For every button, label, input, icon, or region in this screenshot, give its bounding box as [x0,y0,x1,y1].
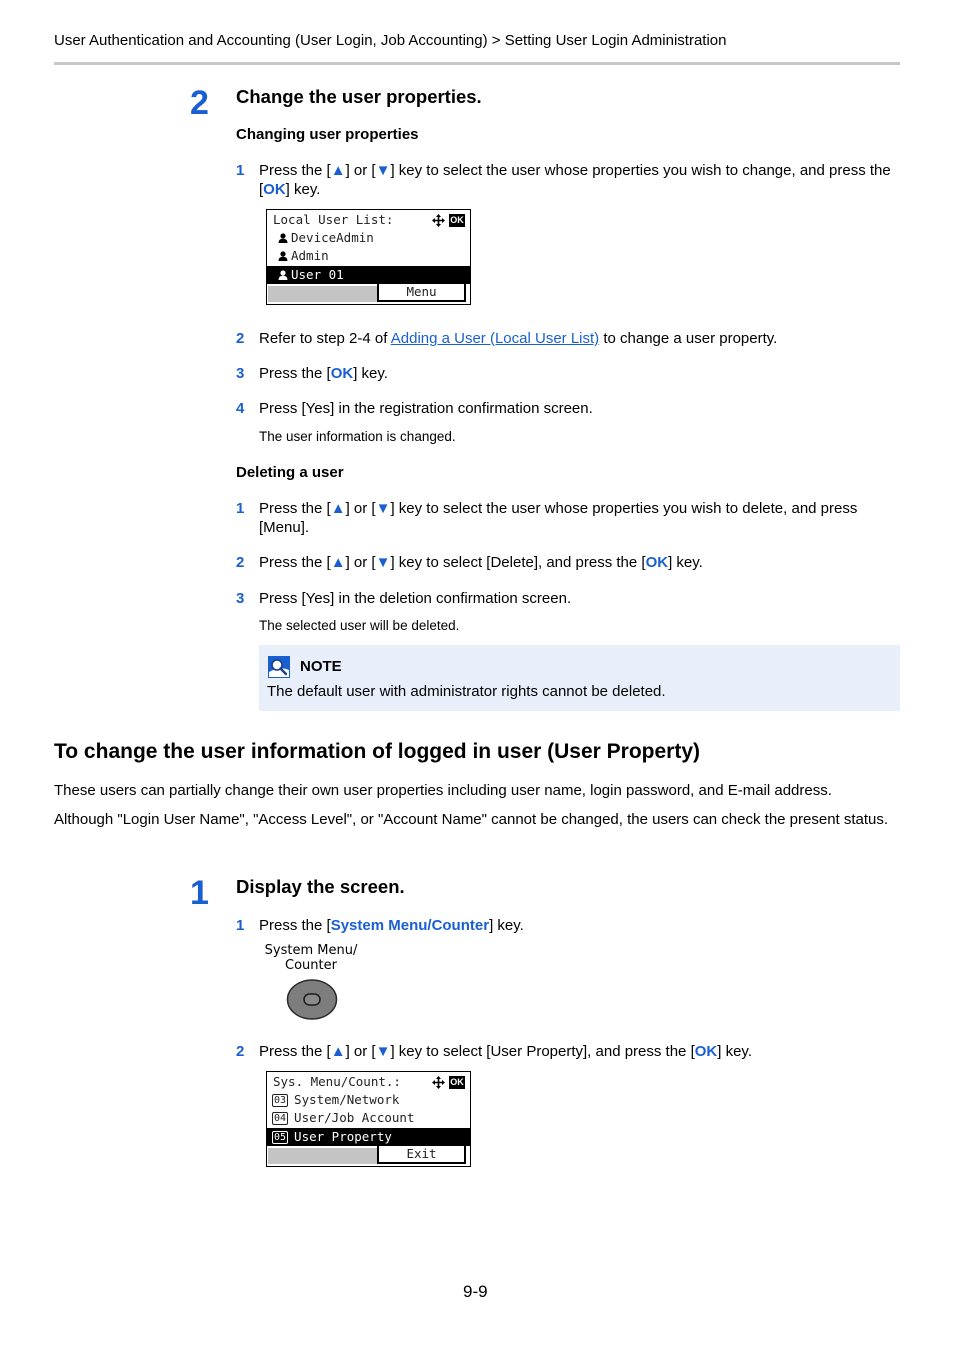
substep-number: 2 [236,330,245,347]
substep-text: Press the [▲] or [▼] key to select the user whose properties you wish to change, and press the [OK] key. [259,162,891,198]
hardware-button-icon [285,978,339,1021]
down-arrow-key: ▼ [375,1043,391,1060]
down-arrow-key: ▼ [375,162,391,179]
lcd-softkey-exit: Exit [377,1146,466,1164]
up-arrow-key: ▲ [330,500,346,517]
header-divider [54,62,900,65]
substep-number: 3 [236,590,245,607]
substep-number: 4 [236,400,245,417]
note-text: The default user with administrator rights cannot be deleted. [267,683,666,700]
down-arrow-key: ▼ [375,500,391,517]
navigation-cross-icon [432,1076,445,1089]
up-arrow-key: ▲ [330,554,346,571]
section-paragraph: These users can partially change their own user properties including user name, login password, and E-mail address. [54,782,832,799]
substep-text: Refer to step 2-4 of Adding a User (Local User List) to change a user property. [259,330,778,347]
section-heading: To change the user information of logged in user (User Property) [54,740,701,763]
lcd-list-item: DeviceAdmin [267,229,481,247]
subheading-changing: Changing user properties [236,126,419,143]
user-icon [278,251,288,261]
substep-number: 2 [236,554,245,571]
ok-icon: OK [450,215,464,225]
lcd-list-item: Admin [267,247,481,265]
lcd-list-item: 04 User/Job Account [274,1110,415,1125]
substep-text: Press the [▲] or [▼] key to select the user whose properties you wish to delete, and press [Menu]. [259,500,858,536]
substep-text: Press the [▲] or [▼] key to select [Delete], and press the [OK] key. [259,554,703,571]
page-header-breadcrumb: User Authentication and Accounting (User Login, Job Accounting) > Setting User Login Administration [54,32,727,49]
down-arrow-key: ▼ [375,554,391,571]
up-arrow-key: ▲ [330,162,346,179]
substep-text: Press the [OK] key. [259,365,388,382]
system-menu-counter-key: System Menu/Counter [330,917,490,934]
substep-result: The selected user will be deleted. [259,618,460,633]
ok-key: OK [330,365,354,382]
user-icon [278,270,288,280]
substep-text: Press [Yes] in the registration confirmation screen. [259,400,593,417]
lcd-softkey-menu: Menu [377,284,466,302]
adding-user-link[interactable]: Adding a User (Local User List) [390,330,600,347]
lcd-title: Local User List: [273,212,394,227]
navigation-cross-icon [432,214,445,227]
hardware-key-label: System Menu/ Counter [264,943,358,973]
substep-text: Press the [System Menu/Counter] key. [259,917,524,934]
step-number: 2 [190,84,209,122]
lcd-screen-sys-menu [266,1071,471,1167]
ok-key: OK [694,1043,718,1060]
substep-text: Press the [▲] or [▼] key to select [User Property], and press the [OK] key. [259,1043,752,1060]
substep-text: Press [Yes] in the deletion confirmation screen. [259,590,572,607]
subheading-deleting: Deleting a user [236,464,344,481]
up-arrow-key: ▲ [330,1043,346,1060]
substep-number: 3 [236,365,245,382]
lcd-list-item-selected: User 01 [267,266,470,284]
substep-number: 1 [236,500,245,517]
substep-result: The user information is changed. [259,429,456,444]
lcd-list-item: 03 System/Network [274,1092,400,1107]
note-magnifier-icon [268,656,290,678]
note-title: NOTE [300,658,342,675]
page-number: 9-9 [463,1282,488,1301]
user-icon [278,233,288,243]
ok-key: OK [645,554,669,571]
step-title: Change the user properties. [236,86,482,107]
substep-number: 2 [236,1043,245,1060]
ok-key: OK [263,181,286,198]
ok-icon: OK [450,1077,464,1087]
note-box [259,645,900,711]
step-number: 1 [190,874,209,912]
substep-number: 1 [236,917,245,934]
section-paragraph: Although "Login User Name", "Access Level", or "Account Name" cannot be changed, the users can check the present status. [54,811,889,828]
lcd-screen-user-list [266,209,471,305]
substep-number: 1 [236,162,245,179]
step-title: Display the screen. [236,876,405,897]
lcd-title: Sys. Menu/Count.: [273,1074,401,1089]
lcd-list-item-selected: 05 User Property [267,1128,470,1146]
